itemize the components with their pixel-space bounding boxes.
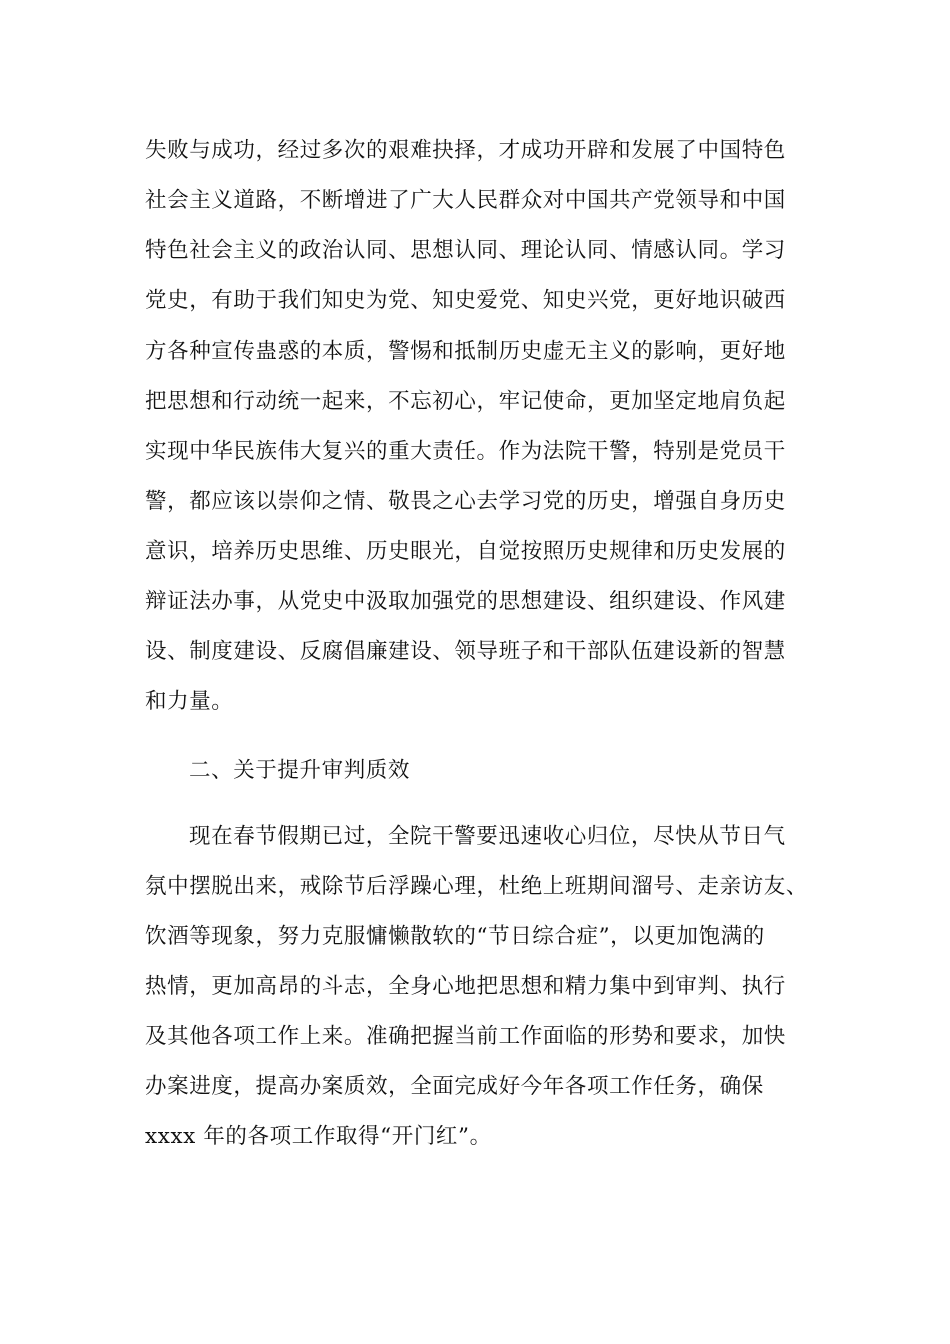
paragraph-line: 实现中华民族伟大复兴的重大责任。作为法院干警，特别是党员干: [145, 439, 786, 464]
paragraph-line: xxxx 年的各项工作取得“开门红”。: [145, 1124, 492, 1149]
paragraph-line: 氛中摆脱出来，戒除节后浮躁心理，杜绝上班期间溜号、走亲访友、: [145, 874, 809, 899]
paragraph-line: 党史，有助于我们知史为党、知史爱党、知史兴党，更好地识破西: [145, 288, 786, 313]
paragraph-line: 特色社会主义的政治认同、思想认同、理论认同、情感认同。学习: [145, 238, 786, 263]
paragraph-line: 热情，更加高昂的斗志，全身心地把思想和精力集中到审判、执行: [145, 974, 786, 999]
paragraph-line: 及其他各项工作上来。准确把握当前工作面临的形势和要求，加快: [145, 1024, 786, 1049]
paragraph-line: 辩证法办事，从党史中汲取加强党的思想建设、组织建设、作风建: [145, 589, 786, 614]
paragraph-line: 警，都应该以崇仰之情、敬畏之心去学习党的历史，增强自身历史: [145, 489, 786, 514]
paragraph-line: 现在春节假期已过，全院干警要迅速收心归位，尽快从节日气: [189, 824, 786, 849]
paragraph-line: 方各种宣传蛊惑的本质，警惕和抵制历史虚无主义的影响，更好地: [145, 339, 786, 364]
paragraph-line: 社会主义道路，不断增进了广大人民群众对中国共产党领导和中国: [145, 188, 786, 213]
section-heading: 二、关于提升审判质效: [189, 758, 411, 783]
paragraph-line: 失败与成功，经过多次的艰难抉择，才成功开辟和发展了中国特色: [145, 138, 786, 163]
paragraph-line: 设、制度建设、反腐倡廉建设、领导班子和干部队伍建设新的智慧: [145, 639, 786, 664]
paragraph-line: 饮酒等现象，努力克服慵懒散软的“节日综合症”，以更加饱满的: [145, 924, 765, 949]
paragraph-line: 和力量。: [145, 689, 234, 714]
paragraph-line: 意识，培养历史思维、历史眼光，自觉按照历史规律和历史发展的: [145, 539, 786, 564]
paragraph-line: 把思想和行动统一起来，不忘初心，牢记使命，更加坚定地肩负起: [145, 389, 786, 414]
paragraph-line: 办案进度，提高办案质效，全面完成好今年各项工作任务，确保: [145, 1074, 764, 1099]
